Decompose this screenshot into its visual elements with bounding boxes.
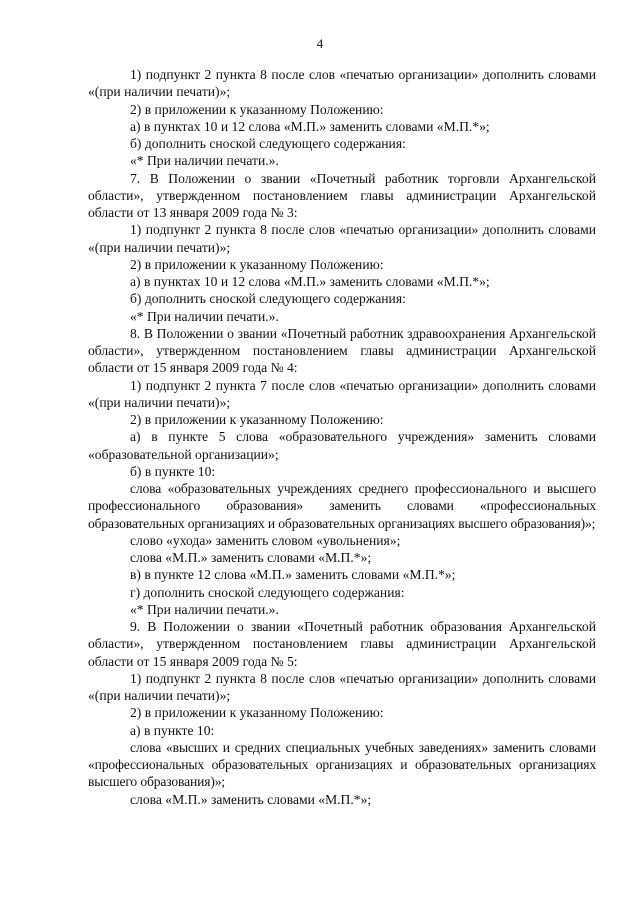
paragraph: слова «высших и средних специальных учебных заведениях» заменить словами «профессиональных образовательных организациях и образовательных организациях высшего образования)»; [88, 739, 596, 790]
paragraph: 2) в приложении к указанному Положению: [130, 412, 384, 427]
paragraph: «* При наличии печати.». [130, 153, 279, 169]
paragraph: 9. В Положении о звании «Почетный работник образования Архангельской области», утвержденном постановлением главы администрации Архангельской области от 15 января 2009 года № 5: [88, 619, 596, 669]
document-body [88, 66, 596, 808]
paragraph: слова «образовательных учреждениях среднего профессионального и высшего профессионального образования» заменить словами «профессиональных образовательных организациях и образовательных организациях высшего образования)»; [88, 481, 596, 531]
paragraph: 1) подпункт 2 пункта 7 после слов «печатью организации» дополнить словами «(при наличии печати)»; [88, 377, 596, 410]
paragraph: а) в пунктах 10 и 12 слова «М.П.» заменить словами «М.П.*»; [130, 118, 490, 134]
paragraph: 1) подпункт 2 пункта 8 после слов «печатью организации» дополнить словами «(при наличии печати)»; [88, 67, 596, 100]
paragraph: а) в пунктах 10 и 12 слова «М.П.» заменить словами «М.П.*»; [130, 274, 490, 289]
paragraph: г) дополнить сноской следующего содержания: [130, 584, 405, 600]
paragraph: слова «М.П.» заменить словами «М.П.*»; [130, 550, 372, 565]
paragraph: в) в пункте 12 слова «М.П.» заменить словами «М.П.*»; [130, 567, 456, 583]
paragraph: 1) подпункт 2 пункта 8 после слов «печатью организации» дополнить словами «(при наличии печати)»; [88, 222, 596, 255]
paragraph: а) в пункте 10: [130, 722, 215, 738]
paragraph: 8. В Положении о звании «Почетный работник здравоохранения Архангельской области», утвержденном постановлением главы администрации Архангельской области от 15 января 2009 года № 4: [88, 325, 596, 376]
page-number: 4 [316, 36, 324, 51]
paragraph: слова «М.П.» заменить словами «М.П.*»; [130, 791, 372, 807]
paragraph: 7. В Положении о звании «Почетный работник торговли Архангельской области», утвержденном постановлением главы администрации Архангельской области от 13 января 2009 года № 3: [88, 170, 596, 220]
paragraph: б) дополнить сноской следующего содержания: [130, 291, 406, 307]
paragraph: б) дополнить сноской следующего содержания: [130, 136, 406, 151]
paragraph: «* При наличии печати.». [130, 308, 279, 324]
paragraph: 2) в приложении к указанному Положению: [130, 705, 384, 721]
paragraph: 1) подпункт 2 пункта 8 после слов «печатью организации» дополнить словами «(при наличии печати)»; [88, 670, 596, 703]
paragraph: «* При наличии печати.». [130, 601, 279, 617]
paragraph: б) в пункте 10: [130, 463, 216, 479]
paragraph: 2) в приложении к указанному Положению: [130, 101, 384, 117]
paragraph: а) в пункте 5 слова «образовательного учреждения» заменить словами «образовательной организации»; [88, 429, 596, 462]
paragraph: 2) в приложении к указанному Положению: [130, 256, 384, 272]
paragraph: слово «ухода» заменить словом «увольнения»; [130, 532, 401, 548]
